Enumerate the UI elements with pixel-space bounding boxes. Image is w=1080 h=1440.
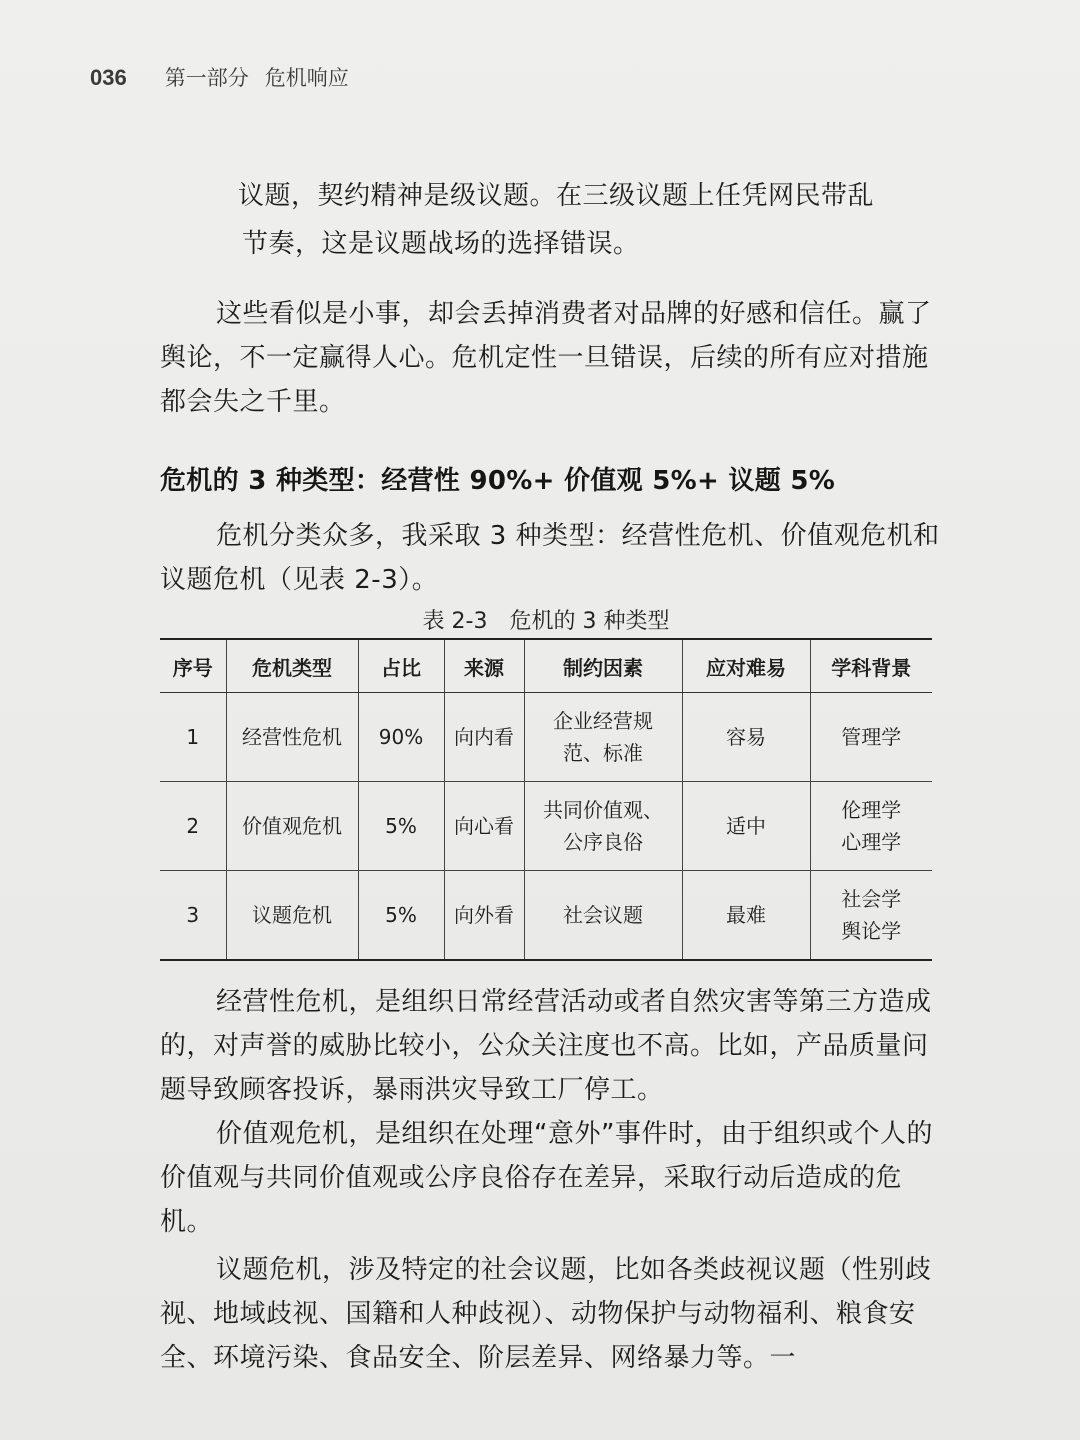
cell-difficulty: 适中 bbox=[682, 782, 810, 871]
quote-block bbox=[238, 172, 958, 268]
header-chapter: 危机响应 bbox=[264, 66, 349, 90]
cell-source: 向心看 bbox=[444, 782, 524, 871]
table-header-cell: 应对难易 bbox=[682, 639, 810, 693]
cell-discipline-line-1: 管理学 bbox=[841, 725, 902, 749]
cell-source: 向内看 bbox=[444, 693, 524, 782]
table-header-row bbox=[160, 639, 932, 693]
cell-type: 经营性危机 bbox=[226, 693, 358, 782]
cell-no: 3 bbox=[160, 871, 226, 961]
table-header-cell: 学科背景 bbox=[810, 639, 932, 693]
cell-constraint-line-1: 共同价值观、 bbox=[543, 798, 663, 822]
table-row bbox=[160, 871, 932, 961]
cell-ratio: 90% bbox=[358, 693, 444, 782]
cell-type: 价值观危机 bbox=[226, 782, 358, 871]
cell-type: 议题危机 bbox=[226, 871, 358, 961]
cell-ratio: 5% bbox=[358, 782, 444, 871]
cell-discipline-line-1: 社会学 bbox=[841, 887, 902, 911]
cell-constraint bbox=[524, 871, 682, 961]
cell-discipline bbox=[810, 782, 932, 871]
cell-discipline bbox=[810, 693, 932, 782]
section-title: 危机的 3 种类型：经营性 90%+ 价值观 5%+ 议题 5% bbox=[160, 466, 836, 496]
table-header-cell: 制约因素 bbox=[524, 639, 682, 693]
paragraph-2: 危机分类众多，我采取 3 种类型：经营性危机、价值观危机和议题危机（见表 2-3）。 bbox=[160, 521, 940, 595]
table-header-cell: 危机类型 bbox=[226, 639, 358, 693]
crisis-types-table bbox=[160, 638, 932, 961]
cell-constraint bbox=[524, 693, 682, 782]
cell-discipline bbox=[810, 871, 932, 961]
paragraph-5: 议题危机，涉及特定的社会议题，比如各类歧视议题（性别歧视、地域歧视、国籍和人种歧视）、动物保护与动物福利、粮食安全、环境污染、食品安全、阶层差异、网络暴力等。一 bbox=[160, 1255, 932, 1373]
cell-constraint-line-2: 公序良俗 bbox=[563, 830, 643, 854]
cell-source: 向外看 bbox=[444, 871, 524, 961]
paragraph-1: 这些看似是小事，却会丢掉消费者对品牌的好感和信任。赢了舆论，不一定赢得人心。危机定性一旦错误，后续的所有应对措施都会失之千里。 bbox=[160, 299, 932, 417]
cell-constraint bbox=[524, 782, 682, 871]
page-number: 036 bbox=[90, 65, 127, 90]
table-header-cell: 序号 bbox=[160, 639, 226, 693]
paragraph-3: 经营性危机，是组织日常经营活动或者自然灾害等第三方造成的，对声誉的威胁比较小，公众关注度也不高。比如，产品质量问题导致顾客投诉，暴雨洪灾导致工厂停工。 bbox=[160, 987, 932, 1105]
cell-ratio: 5% bbox=[358, 871, 444, 961]
cell-constraint-line-2: 范、标准 bbox=[563, 741, 643, 765]
table-header-cell: 占比 bbox=[358, 639, 444, 693]
cell-discipline-line-2: 心理学 bbox=[841, 830, 902, 854]
table-caption: 表 2-3 危机的 3 种类型 bbox=[422, 609, 670, 634]
table-row bbox=[160, 782, 932, 871]
cell-difficulty: 容易 bbox=[682, 693, 810, 782]
page-header bbox=[90, 62, 349, 92]
cell-no: 1 bbox=[160, 693, 226, 782]
cell-constraint-line-1: 企业经营规 bbox=[553, 709, 653, 733]
quote-line-1: 议题，契约精神是级议题。在三级议题上任凭网民带乱 bbox=[238, 181, 875, 211]
cell-discipline-line-1: 伦理学 bbox=[841, 798, 902, 822]
cell-difficulty: 最难 bbox=[682, 871, 810, 961]
header-part: 第一部分 bbox=[164, 66, 249, 90]
paragraph-4: 价值观危机，是组织在处理“意外”事件时，由于组织或个人的价值观与共同价值观或公序良俗存在差异，采取行动后造成的危机。 bbox=[160, 1119, 933, 1237]
cell-no: 2 bbox=[160, 782, 226, 871]
table-header-cell: 来源 bbox=[444, 639, 524, 693]
quote-line-2: 节奏，这是议题战场的选择错误。 bbox=[242, 229, 640, 259]
cell-discipline-line-2: 舆论学 bbox=[841, 919, 902, 943]
table-row bbox=[160, 693, 932, 782]
cell-constraint-line-1: 社会议题 bbox=[563, 903, 643, 927]
